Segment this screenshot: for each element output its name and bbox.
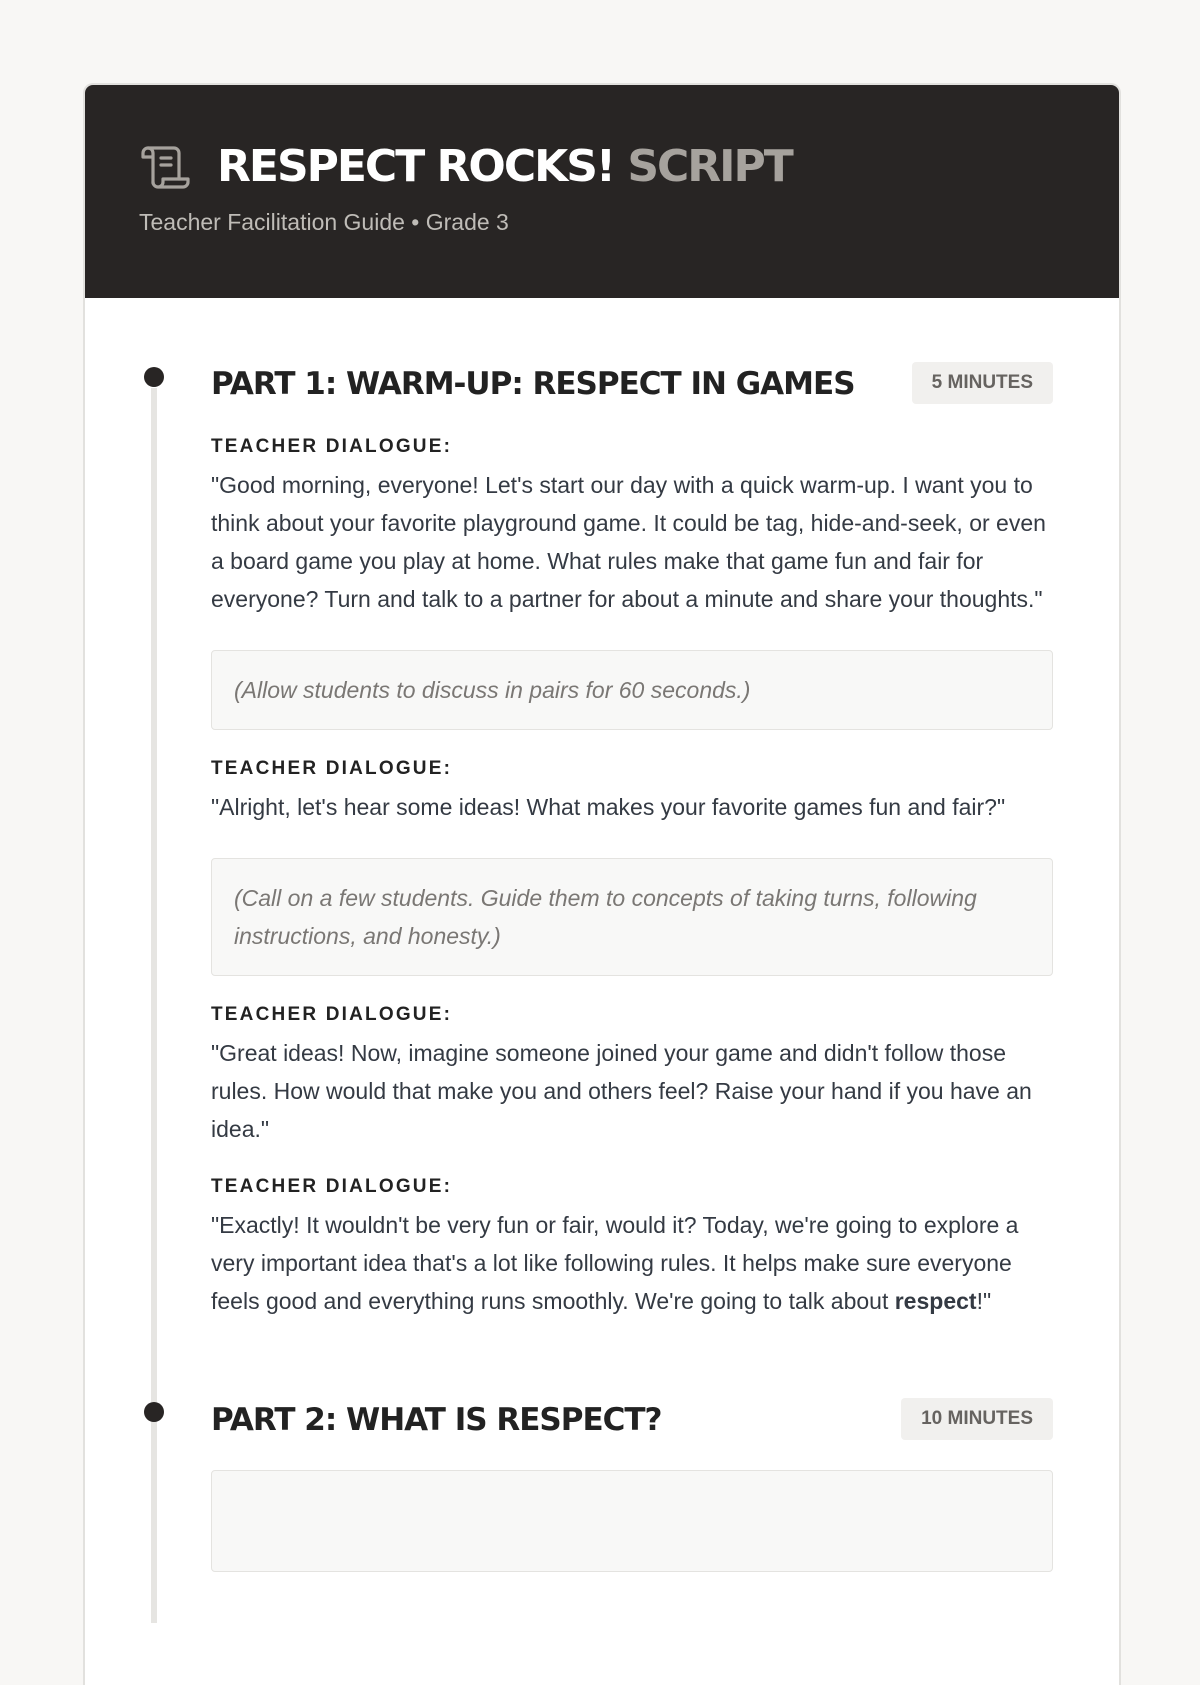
part-1-title: PART 1: WARM-UP: RESPECT IN GAMES — [211, 366, 855, 402]
dialogue-label: TEACHER DIALOGUE: — [211, 436, 453, 457]
dialogue-label: TEACHER DIALOGUE: — [211, 1004, 453, 1025]
duration-badge: 5 MINUTES — [912, 362, 1053, 404]
page-title — [217, 137, 792, 197]
dialogue-text: "Exactly! It wouldn't be very fun or fair, would it? Today, we're going to explore a very important idea that's a lot like following rules. It helps make sure everyone feels good and everything runs smoothly. We're going to talk about — [211, 1212, 1019, 1314]
timeline-dot — [144, 1402, 164, 1422]
page-subtitle: Teacher Facilitation Guide • Grade 3 — [139, 209, 509, 235]
title-accent: SCRIPT — [627, 141, 792, 192]
dialogue-label: TEACHER DIALOGUE: — [211, 1176, 453, 1197]
timeline-dot — [144, 367, 164, 387]
teacher-dialogue: "Great ideas! Now, imagine someone joined your game and didn't follow those rules. How would that make you and others feel? Raise your hand if you have an idea." — [211, 1040, 1032, 1142]
teacher-note — [211, 1470, 1053, 1572]
emphasis-respect: respect — [894, 1288, 977, 1314]
teacher-dialogue: "Alright, let's hear some ideas! What makes your favorite games fun and fair?" — [211, 794, 1006, 820]
part-2-title: PART 2: WHAT IS RESPECT? — [211, 1402, 662, 1438]
teacher-note: (Call on a few students. Guide them to concepts of taking turns, following instructions, and honesty.) — [211, 858, 1053, 976]
title-main: RESPECT ROCKS! — [217, 141, 614, 192]
timeline-line — [151, 1423, 157, 1623]
teacher-note: (Allow students to discuss in pairs for 60 seconds.) — [211, 650, 1053, 730]
script-card — [83, 83, 1121, 1685]
scroll-icon — [139, 141, 191, 193]
timeline-line — [151, 388, 157, 1423]
dialogue-label: TEACHER DIALOGUE: — [211, 758, 453, 779]
header — [85, 85, 1119, 298]
part-2-section — [85, 1320, 1119, 1572]
part-1-section — [85, 298, 1119, 1320]
duration-badge: 10 MINUTES — [901, 1398, 1053, 1440]
script-content — [85, 298, 1119, 1572]
teacher-dialogue: "Good morning, everyone! Let's start our day with a quick warm-up. I want you to think about your favorite playground game. It could be tag, hide-and-seek, or even a board game you play at home. What rules make that game fun and fair for everyone? Turn and talk to a partner for about a minute and share your thoughts." — [211, 472, 1046, 612]
dialogue-text-end: !" — [976, 1288, 992, 1314]
teacher-dialogue — [211, 1206, 1053, 1320]
